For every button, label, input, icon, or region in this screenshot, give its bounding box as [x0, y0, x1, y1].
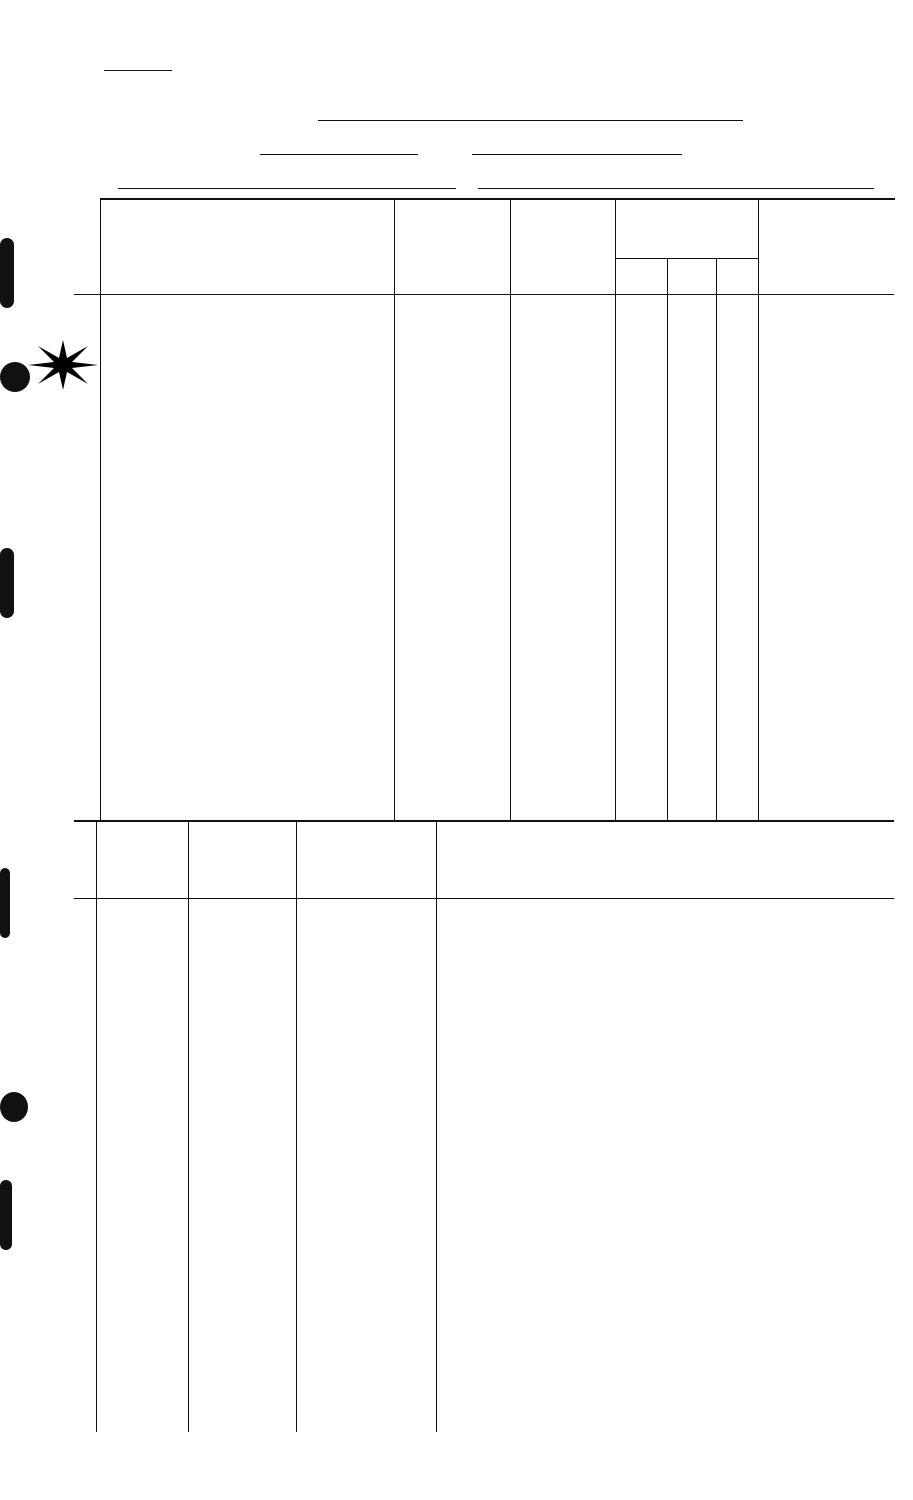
binder-hole: [0, 548, 14, 618]
punch-mark: [0, 362, 30, 392]
col-divider: [667, 258, 668, 820]
col-divider: [296, 820, 297, 1432]
page-line: [104, 70, 172, 71]
starburst-mark: [28, 340, 98, 390]
col-divider: [96, 820, 97, 1432]
col-divider: [615, 198, 616, 820]
col-divider: [394, 198, 395, 820]
day-line: [260, 154, 418, 155]
binder-hole: [0, 238, 14, 308]
punch-mark: [0, 1092, 28, 1122]
bottom-table-border: [74, 820, 894, 822]
col-divider: [758, 198, 759, 820]
col-divider: [188, 820, 189, 1432]
col-divider: [436, 820, 437, 1432]
enlistment-subheader-line: [615, 258, 758, 259]
top-table-border: [100, 198, 895, 200]
from-line: [118, 188, 456, 189]
binder-hole: [0, 1180, 12, 1250]
to-line: [478, 188, 874, 189]
binder-hole: [0, 868, 10, 938]
ship-line: [318, 120, 743, 121]
top-header-bottom: [74, 294, 894, 295]
col-divider: [510, 198, 511, 820]
month-line: [472, 154, 682, 155]
bottom-header-bottom: [74, 898, 894, 899]
col-divider: [716, 258, 717, 820]
col-divider: [100, 198, 101, 820]
